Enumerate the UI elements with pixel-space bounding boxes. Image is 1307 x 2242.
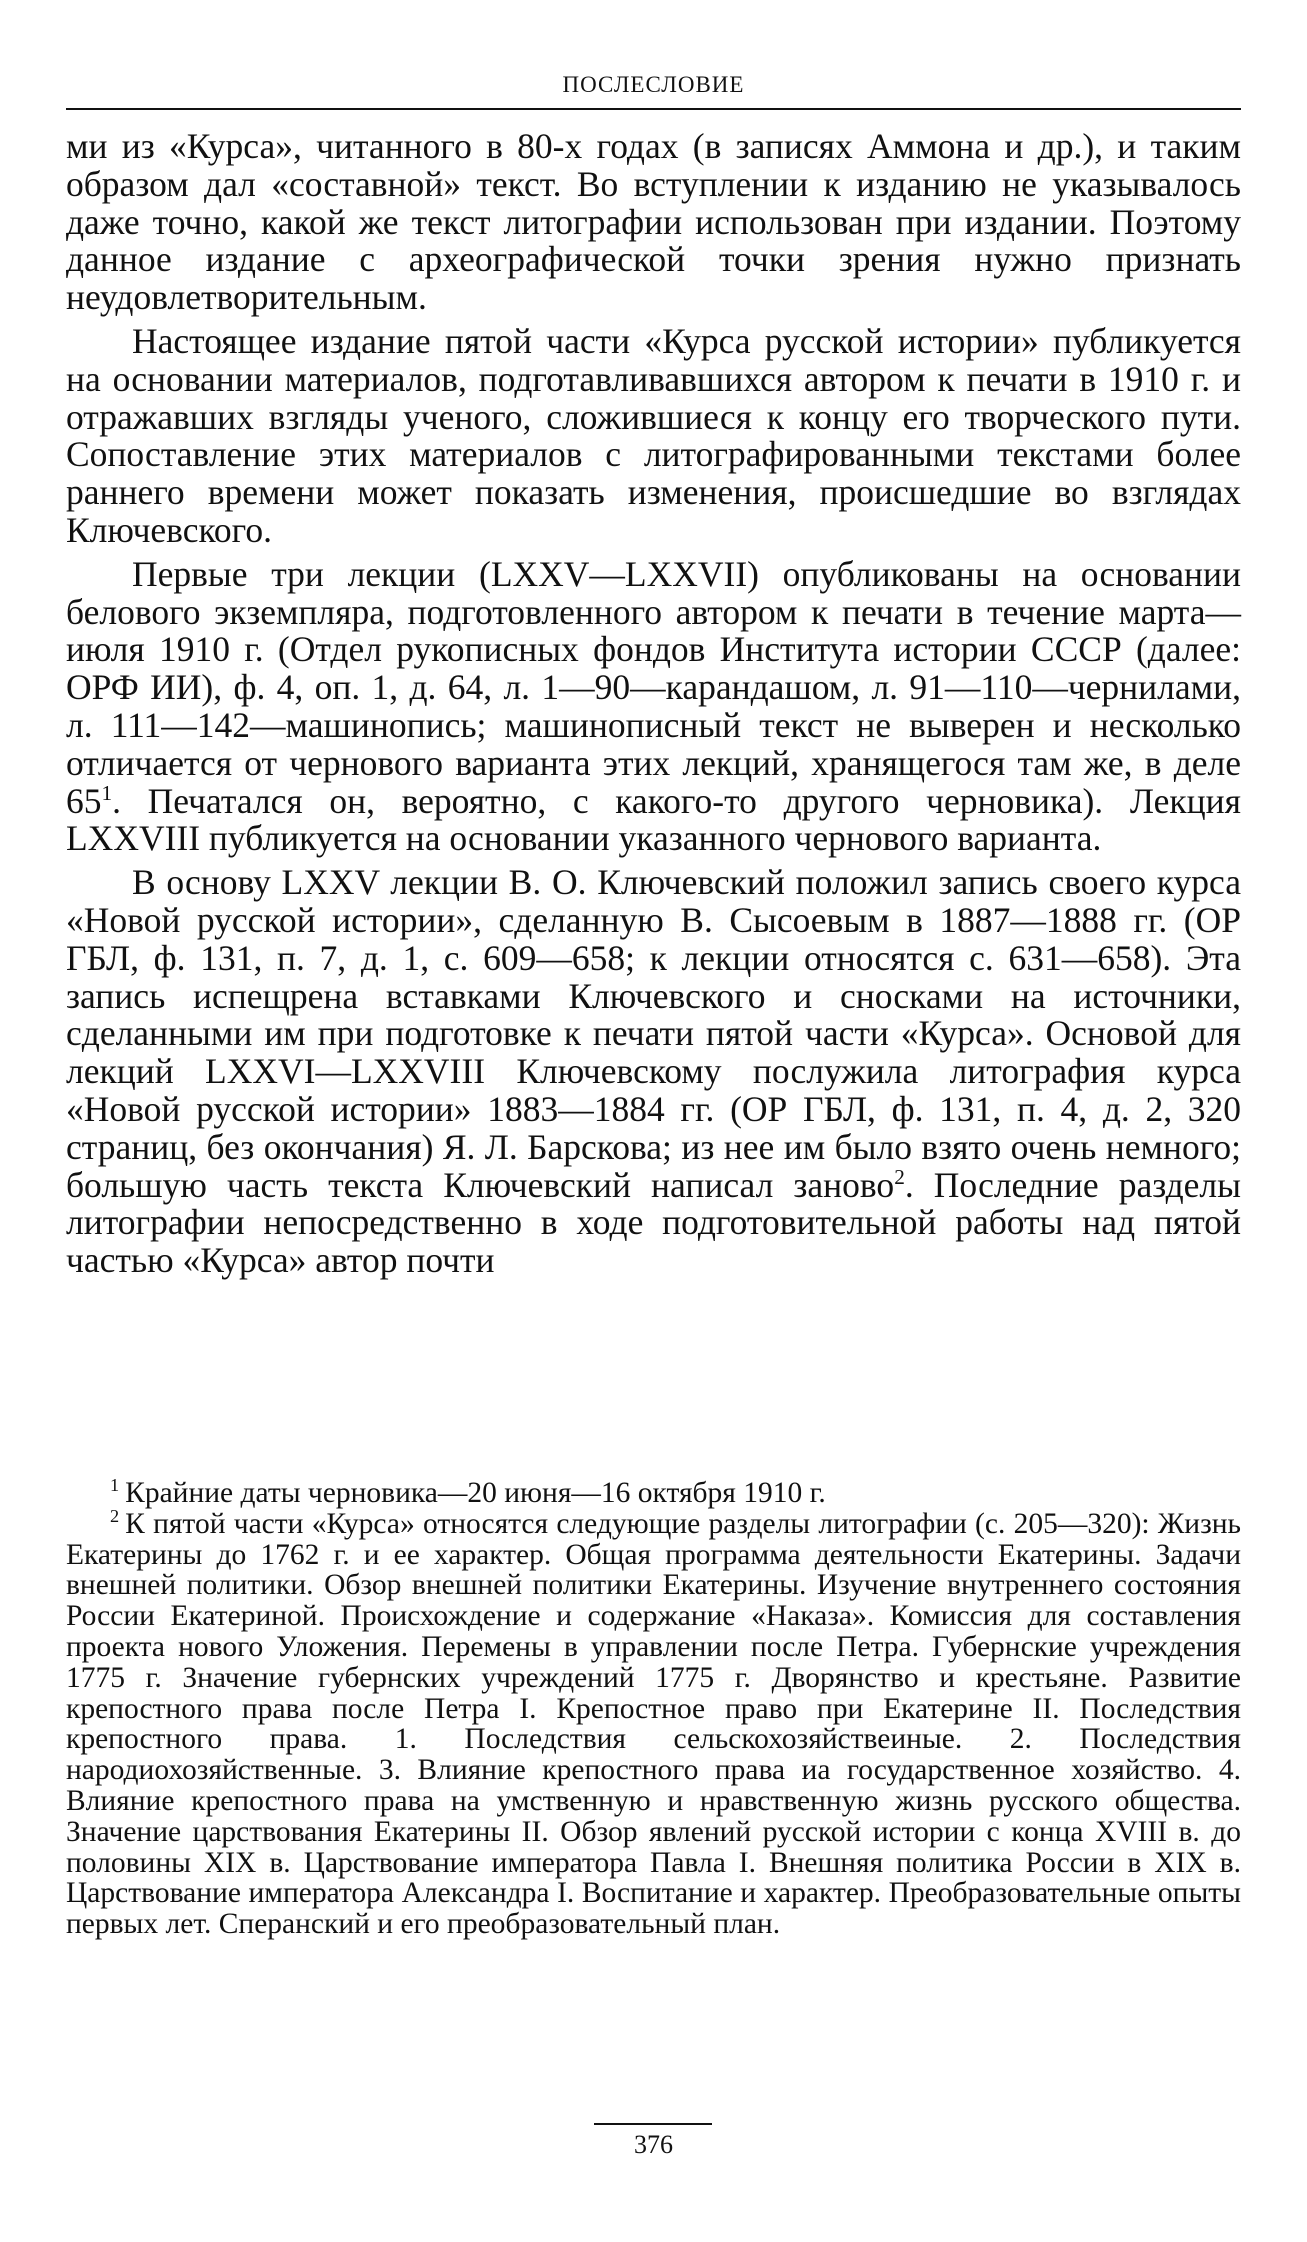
footnote-2 xyxy=(66,1505,1241,1941)
paragraph-4 xyxy=(66,864,1241,1280)
paragraph-4-text: В основу LXXV лекции В. О. Ключевский положил запись своего курса «Новой русской истории», сделанную В. Сысоевым в 1887—1888 гг. (ОР ГБЛ, ф. 131, п. 7, д. 1, с. 609—658; к лекции относятся с. 631—658). Эта запись испещрена вставками Ключевского и сносками на источники, сделанными им при подготовке к печати пятой части «Курса». Основой для лекций LXXVI—LXXVIII Ключевскому послужила литография курса «Новой русской истории» 1883—1884 гг. (ОР ГБЛ, ф. 131, п. 4, д. 2, 320 страниц, без окончания) Я. Л. Барскова; из нее им было взято очень немного; большую часть текста Ключевский написал заново xyxy=(66,862,1241,1205)
paragraph-3 xyxy=(66,553,1241,859)
running-head: ПОСЛЕСЛОВИЕ xyxy=(562,72,745,97)
main-text xyxy=(66,128,1241,1286)
footnote-1 xyxy=(66,1475,1241,1509)
footnote-mark: 2 xyxy=(110,1505,120,1526)
footnote-mark: 1 xyxy=(110,1475,120,1496)
footnote-text: К пятой части «Курса» относятся следующие разделы литографии (с. 205—320): Жизнь Екатерины до 1762 г. и ее характер. Общая программа деятельности Екатерины. Задачи внешней политики. Обзор внешней политики Екатерины. Изучение внутреннего состояния России Екатериной. Происхождение и содержание «Наказа». Комиссия для составления проекта нового Уложения. Перемены в управлении после Петра. Губернские учреждения 1775 г. Значение губернских учреждений 1775 г. Дворянство и крестьяне. Развитие крепостного права после Петра I. Крепостное право при Екатерине II. Последствия крепостного права. 1. Последствия сельскохозяйствеиные. 2. Последствия народиохозяйственные. 3. Влияние крепостного права иа государственное хозяйство. 4. Влияние крепостного права на умственную и нравственную жизнь русского общества. Значение царствования Екатерины II. Обзор явлений русской истории с конца XVIII в. до половины XIX в. Царствование императора Павла I. Внешняя политика России в XIX в. Царствование императора Александра I. Воспитание и характер. Преобразовательные опыты первых лет. Сперанский и его преобразовательный план. xyxy=(66,1507,1241,1941)
page-number: 376 xyxy=(634,2130,673,2159)
footnotes xyxy=(66,1475,1241,1941)
paragraph-2: Настоящее издание пятой части «Курса русской истории» публикуется на основании материалов, подготавливавшихся автором к печати в 1910 г. и отражавших взгляды ученого, сложившиеся к концу его творческого пути. Сопоставление этих материалов с литографированными текстами более раннего времени может показать изменения, происшедшие во взглядах Ключевского. xyxy=(66,320,1241,550)
paragraph-3-text-cont: . Печатался он, вероятно, с какого-то другого черновика). Лекция LXXVIII публикуется на основании указанного чернового варианта. xyxy=(66,780,1241,859)
folio-rule xyxy=(594,2123,712,2125)
header-rule xyxy=(66,108,1241,110)
footnote-ref-2[interactable]: 2 xyxy=(894,1164,905,1189)
footnote-ref-1[interactable]: 1 xyxy=(101,780,113,805)
footnote-text: Крайние даты черновика—20 июня—16 октября 1910 г. xyxy=(125,1477,826,1509)
paragraph-3-text: Первые три лекции (LXXV—LXXVII) опубликованы на основании белового экземпляра, подготовленного автором к печати в течение марта—июля 1910 г. (Отдел рукописных фондов Института истории СССР (далее: ОРФ ИИ), ф. 4, оп. 1, д. 64, л. 1—90—карандашом, л. 91—110—чернилами, л. 111—142—машинопись; машинописный текст не выверен и несколько отличается от чернового варианта этих лекций, хранящегося там же, в деле 65 xyxy=(66,553,1241,821)
paragraph-4-text-cont: . Последние разделы литографии непосредственно в ходе подготовительной работы над пятой частью «Курса» автор почти xyxy=(66,1164,1241,1281)
paragraph-1: ми из «Курса», читанного в 80-х годах (в записях Аммона и др.), и таким образом дал «составной» текст. Во вступлении к изданию не указывалось даже точно, какой же текст литографии использован при издании. Поэтому данное издание с археографической точки зрения нужно признать неудовлетворительным. xyxy=(66,126,1241,318)
book-page xyxy=(66,0,1241,2242)
